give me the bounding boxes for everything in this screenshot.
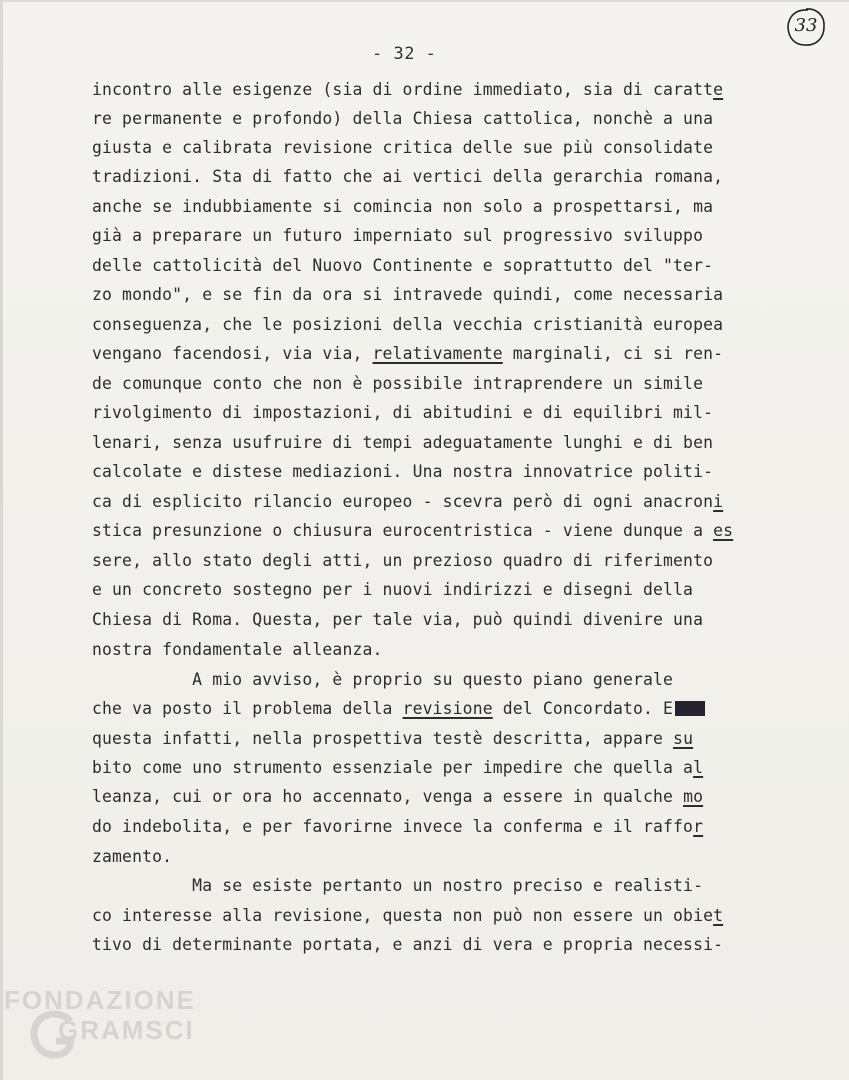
- text-line-content: lenari, senza usufruire di tempi adeguatamente lunghi e di ben: [92, 433, 714, 452]
- text-line: [92, 197, 713, 217]
- page-left-edge: [0, 0, 3, 1080]
- text-line: [92, 344, 723, 364]
- text-line-content: nostra fondamentale alleanza.: [92, 640, 383, 659]
- text-line: [92, 462, 713, 482]
- text-line: [92, 433, 713, 453]
- text-line: [92, 226, 703, 246]
- text-line: [92, 256, 713, 276]
- text-line-content: co interesse alla revisione, questa non può non essere un obie: [92, 906, 714, 925]
- redaction-mark: [675, 701, 705, 716]
- page-number: - 32 -: [372, 44, 437, 64]
- text-line: [92, 729, 693, 749]
- text-line: [92, 138, 713, 158]
- text-line-content: del Concordato. E: [492, 699, 674, 718]
- text-line-content: vengano facendosi, via via,: [92, 344, 373, 363]
- underlined-text: r: [693, 817, 704, 836]
- text-line: [92, 403, 713, 423]
- text-line-content: Ma se esiste pertanto un nostro preciso e realisti-: [92, 876, 704, 895]
- underlined-text: relativamente: [372, 344, 503, 363]
- text-line: [92, 315, 723, 335]
- text-line-content: e un concreto sostegno per i nuovi indirizzi e disegni della: [92, 580, 694, 599]
- text-line-content: anche se indubbiamente si comincia non solo a prospettarsi, ma: [92, 197, 714, 216]
- text-line-content: stica presunzione o chiusura eurocentristica - viene dunque a: [92, 521, 714, 540]
- watermark-line1: FONDAZIONE: [4, 985, 196, 1015]
- text-line: [92, 906, 723, 926]
- underlined-text: su: [673, 729, 694, 748]
- text-line: [92, 285, 723, 305]
- text-line: [92, 521, 733, 541]
- text-line: [92, 551, 713, 571]
- underlined-text: l: [693, 758, 704, 777]
- text-line-content: giusta e calibrata revisione critica delle sue più consolidate: [92, 138, 714, 157]
- text-line-content: tivo di determinante portata, e anzi di vera e propria necessi-: [92, 935, 724, 954]
- text-line: [92, 847, 172, 867]
- text-line-content: calcolate e distese mediazioni. Una nostra innovatrice politi-: [92, 462, 714, 481]
- underlined-text: es: [713, 521, 734, 540]
- text-line-content: marginali, ci si ren-: [502, 344, 724, 363]
- underlined-text: e: [713, 80, 724, 99]
- text-line-content: de comunque conto che non è possibile intraprendere un simile: [92, 374, 704, 393]
- text-line: [92, 935, 723, 955]
- text-line: [92, 787, 703, 807]
- page-top-edge: [0, 0, 849, 2]
- text-line: [92, 699, 705, 719]
- text-line-content: conseguenza, che le posizioni della vecchia cristianità europea: [92, 315, 724, 334]
- text-line: [92, 109, 713, 129]
- text-line-content: delle cattolicità del Nuovo Continente e soprattutto del "ter-: [92, 256, 714, 275]
- text-line-content: rivolgimento di impostazioni, di abitudini e di equilibri mil-: [92, 403, 714, 422]
- text-line-content: incontro alle esigenze (sia di ordine immediato, sia di caratt: [92, 80, 714, 99]
- underlined-text: t: [713, 906, 724, 925]
- text-line-content: zamento.: [92, 847, 173, 866]
- text-line-content: Chiesa di Roma. Questa, per tale via, può quindi divenire una: [92, 610, 704, 629]
- text-line-content: che va posto il problema della: [92, 699, 403, 718]
- text-line-content: già a preparare un futuro imperniato sul progressivo sviluppo: [92, 226, 704, 245]
- watermark: [0, 985, 240, 1075]
- text-line-content: leanza, cui or ora ho accennato, venga a essere in qualche: [92, 787, 684, 806]
- text-line-content: re permanente e profondo) della Chiesa cattolica, nonchè a una: [92, 109, 714, 128]
- text-line: [92, 817, 703, 837]
- text-line-content: do indebolita, e per favorirne invece la conferma e il raffo: [92, 817, 694, 836]
- text-line: [92, 167, 723, 187]
- text-line-content: ca di esplicito rilancio europeo - scevra però di ogni anacron: [92, 492, 714, 511]
- underlined-text: revisione: [402, 699, 493, 718]
- text-line: [92, 80, 723, 100]
- text-line-content: sere, allo stato degli atti, un prezioso quadro di riferimento: [92, 551, 714, 570]
- text-line: [92, 374, 703, 394]
- archive-number: 33: [794, 15, 818, 36]
- text-line: [92, 610, 703, 630]
- underlined-text: mo: [683, 787, 704, 806]
- text-line: [92, 670, 673, 690]
- text-line-content: zo mondo", e se fin da ora si intravede quindi, come necessaria: [92, 285, 724, 304]
- text-line: [92, 758, 703, 778]
- text-line-content: questa infatti, nella prospettiva testè descritta, appare: [92, 729, 674, 748]
- text-line: [92, 492, 723, 512]
- text-line-content: tradizioni. Sta di fatto che ai vertici della gerarchia romana,: [92, 167, 724, 186]
- watermark-line2: GRAMSCI: [58, 1015, 195, 1045]
- text-line: [92, 580, 693, 600]
- text-line-content: A mio avviso, è proprio su questo piano generale: [92, 670, 674, 689]
- text-line: [92, 876, 703, 896]
- text-line: [92, 640, 383, 660]
- underlined-text: i: [713, 492, 724, 511]
- text-line-content: bito come uno strumento essenziale per impedire che quella a: [92, 758, 694, 777]
